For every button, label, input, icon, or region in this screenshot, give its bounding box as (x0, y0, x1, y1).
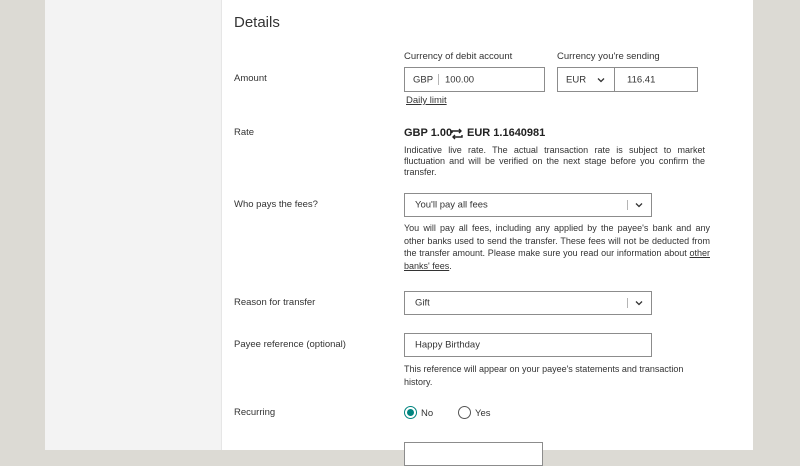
recurring-label: Recurring (234, 407, 276, 418)
rate-from: GBP 1.00 (404, 127, 453, 139)
page-background-right (753, 0, 800, 450)
rate-note: Indicative live rate. The actual transaction rate is subject to market fluctuation and will be verified on the next stage before you confirm the transfer. (404, 145, 705, 177)
reason-select[interactable] (404, 291, 652, 315)
send-currency-label: Currency you're sending (557, 51, 660, 62)
fees-selected-value: You'll pay all fees (415, 199, 488, 211)
details-panel (222, 0, 753, 450)
select-separator (627, 298, 628, 308)
payee-reference-note: This reference will appear on your payee's statements and transaction history. (404, 364, 684, 387)
reason-label: Reason for transfer (234, 297, 316, 308)
next-field[interactable] (404, 442, 543, 466)
select-separator (627, 200, 628, 210)
daily-limit-link[interactable]: Daily limit (406, 95, 447, 106)
recurring-no-label[interactable]: No (421, 408, 434, 419)
rate-to: EUR 1.1640981 (467, 127, 546, 139)
fees-note (404, 222, 710, 272)
payee-reference-input[interactable] (404, 333, 652, 357)
rate-label: Rate (234, 127, 255, 138)
amount-label: Amount (234, 73, 267, 84)
fees-note-text: You will pay all fees, including any applied by the payee's bank and any other banks used to send the transfer. These fees will not be deducted from the transfer amount. Please make sure you read our information about (404, 223, 710, 258)
send-currency-code: EUR (566, 74, 587, 85)
debit-amount-field[interactable] (404, 67, 545, 92)
fees-label: Who pays the fees? (234, 199, 318, 210)
chevron-down-icon[interactable] (596, 75, 606, 85)
section-title: Details (234, 14, 280, 31)
field-separator (438, 74, 439, 85)
chevron-down-icon (634, 298, 644, 308)
debit-currency-label: Currency of debit account (404, 51, 513, 62)
recurring-yes-label[interactable]: Yes (475, 408, 491, 419)
reason-selected-value: Gift (415, 297, 430, 309)
debit-amount-value: 100.00 (445, 74, 475, 85)
field-separator (614, 68, 615, 91)
payee-reference-value: Happy Birthday (415, 339, 480, 351)
exchange-icon (451, 127, 463, 139)
send-amount-value: 116.41 (627, 74, 656, 85)
page-background-left (0, 0, 45, 450)
sidebar (45, 0, 221, 450)
payee-reference-label: Payee reference (optional) (234, 339, 346, 350)
chevron-down-icon (634, 200, 644, 210)
fees-select[interactable] (404, 193, 652, 217)
other-banks-fees-link[interactable]: other banks' fees (404, 248, 710, 271)
send-amount-field[interactable] (557, 67, 698, 92)
recurring-no-radio[interactable] (404, 406, 417, 419)
recurring-yes-radio[interactable] (458, 406, 471, 419)
fees-note-end: . (449, 260, 452, 271)
debit-currency-code: GBP (413, 74, 434, 85)
